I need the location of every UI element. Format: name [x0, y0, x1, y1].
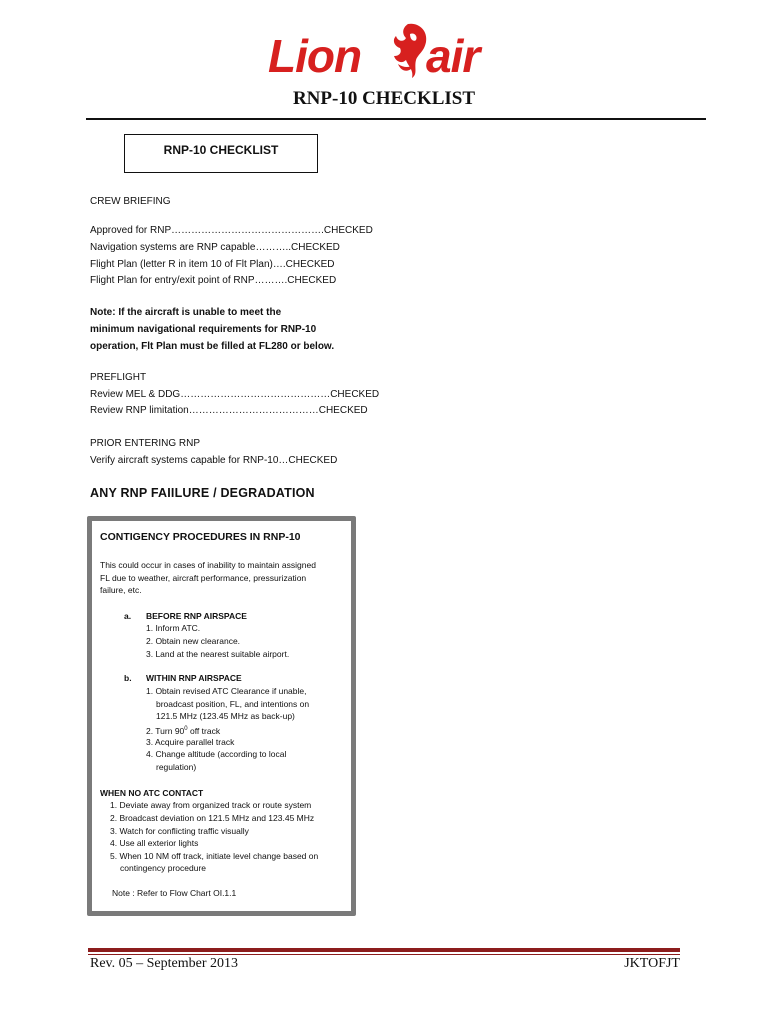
list-item: 3. Land at the nearest suitable airport. — [146, 649, 290, 659]
checklist-line: Review RNP limitation…………………………………CHECKED — [90, 405, 368, 416]
page-title: RNP-10 CHECKLIST — [292, 88, 476, 109]
logo-text-lion: Lion — [268, 30, 362, 82]
note-line: Note: If the aircraft is unable to meet the — [90, 307, 282, 318]
preflight-heading: PREFLIGHT — [90, 372, 147, 383]
checklist-line: Flight Plan for entry/exit point of RNP……….CHECKED — [90, 275, 337, 286]
turn-text: 2. Turn 90 — [146, 725, 185, 736]
contingency-box — [87, 516, 356, 916]
list-marker-b: b. — [124, 673, 132, 683]
checklist-line: Flight Plan (letter R in item 10 of Flt Plan)….CHECKED — [90, 259, 335, 270]
list-item: 5. When 10 NM off track, initiate level change based on — [110, 851, 319, 861]
no-atc-heading: WHEN NO ATC CONTACT — [100, 788, 204, 798]
list-item: 2. Obtain new clearance. — [146, 636, 241, 646]
within-rnp-heading: WITHIN RNP AIRSPACE — [146, 673, 242, 683]
degree-sup: 0 — [184, 726, 188, 732]
flow-chart-note: Note : Refer to Flow Chart OI.1.1 — [112, 888, 237, 898]
checklist-title-box: RNP-10 CHECKLIST — [124, 134, 318, 173]
footer-divider — [88, 948, 680, 952]
list-item: regulation) — [156, 762, 197, 772]
checklist-line: Navigation systems are RNP capable………..CHECKED — [90, 242, 340, 253]
list-item: 3. Watch for conflicting traffic visually — [110, 826, 249, 836]
crew-briefing-heading: CREW BRIEFING — [90, 196, 171, 207]
note-line: operation, Flt Plan must be filled at FL280 or below. — [90, 341, 335, 352]
list-item: 4. Change altitude (according to local — [146, 749, 287, 759]
logo-text-air: air — [426, 30, 480, 82]
failure-heading: ANY RNP FAIILURE / DEGRADATION — [90, 486, 315, 500]
contingency-intro: failure, etc. — [100, 585, 142, 595]
before-rnp-heading: BEFORE RNP AIRSPACE — [146, 611, 247, 621]
list-marker-a: a. — [124, 611, 132, 621]
prior-entering-heading: PRIOR ENTERING RNP — [90, 438, 201, 449]
list-item: 1. Deviate away from organized track or route system — [110, 800, 312, 810]
list-item: broadcast position, FL, and intentions on — [156, 699, 310, 709]
list-item: contingency procedure — [120, 863, 207, 873]
list-item: 121.5 MHz (123.45 MHz as back-up) — [156, 711, 295, 721]
checklist-line: Review MEL & DDG………………………………………CHECKED — [90, 389, 380, 400]
contingency-intro: This could occur in cases of inability to maintain assigned — [100, 560, 316, 570]
list-item: 1. Obtain revised ATC Clearance if unable, — [146, 686, 307, 696]
document-code: JKTOFJT — [624, 956, 680, 971]
turn-text-post: off track — [187, 725, 221, 736]
contingency-title: CONTIGENCY PROCEDURES IN RNP-10 — [100, 531, 301, 543]
checklist-line: Verify aircraft systems capable for RNP-10…CHECKED — [90, 455, 338, 466]
lion-head-icon — [388, 20, 430, 80]
lion-air-logo — [268, 20, 500, 82]
list-item: 3. Acquire parallel track — [146, 737, 235, 747]
title-divider — [86, 118, 706, 120]
checklist-line: Approved for RNP……………………………………….CHECKED — [90, 225, 373, 236]
list-item: 2. Broadcast deviation on 121.5 MHz and 123.45 MHz — [110, 813, 315, 823]
note-line: minimum navigational requirements for RNP-10 — [90, 324, 317, 335]
contingency-intro: FL due to weather, aircraft performance, pressurization — [100, 573, 307, 583]
list-item: 1. Inform ATC. — [146, 623, 201, 633]
footer-divider-thin — [88, 954, 680, 955]
list-item: 4. Use all exterior lights — [110, 838, 199, 848]
revision-date: Rev. 05 – September 2013 — [90, 956, 239, 971]
